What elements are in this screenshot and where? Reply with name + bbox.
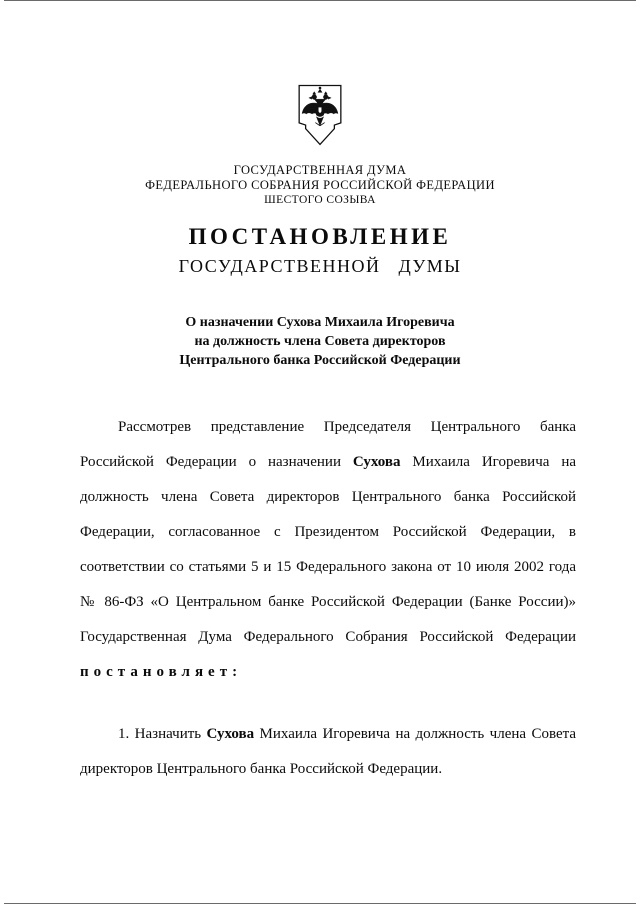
preamble-text: Рассмотрев представление Председателя Центрального банка Российской Федерации о назначении	[80, 419, 576, 470]
convocation: ШЕСТОГО СОЗЫВА	[264, 194, 376, 206]
document-title: ПОСТАНОВЛЕНИЕ	[188, 224, 452, 249]
preamble-text-continued: Михаила Игоревича на должность члена Совета директоров Центрального банка Российской Федерации, согласованное с Президентом Российской Федерации, в соответствии со статьями 5 и 15 Федерального закона от 10 июля 2002 года № 86-ФЗ «О Центральном банке Российской Федерации (Банке России)» Государственная Дума Федерального Собрания Российской Федерации	[80, 454, 577, 645]
subject-line-1: О назначении Сухова Михаила Игоревича	[185, 315, 455, 330]
scan-artifact-bottom	[4, 903, 636, 904]
authority-name: ГОСУДАРСТВЕННАЯ ДУМА	[233, 163, 407, 177]
resolution-subject	[0, 313, 640, 370]
appointee-surname: Сухова	[206, 726, 255, 742]
subject-line-3: Центрального банка Российской Федерации	[179, 353, 461, 368]
document-body	[0, 410, 640, 787]
scan-artifact-top	[4, 0, 636, 1]
issuing-authority-header	[0, 163, 640, 208]
resolves-keyword: постановляет:	[80, 664, 243, 680]
appointee-surname: Сухова	[352, 454, 401, 470]
operative-paragraph	[80, 717, 576, 787]
document-subtitle: ГОСУДАРСТВЕННОЙ ДУМЫ	[178, 256, 462, 276]
operative-clause-start: 1. Назначить	[118, 726, 207, 742]
russia-coat-of-arms-icon	[297, 74, 343, 156]
preamble-paragraph	[80, 410, 576, 690]
subject-line-2: на должность члена Совета директоров	[194, 334, 446, 349]
operative-clause-end: Михаила Игоревича на должность члена Совета директоров Центрального банка Российской Федерации.	[80, 726, 576, 777]
authority-parent: ФЕДЕРАЛЬНОГО СОБРАНИЯ РОССИЙСКОЙ ФЕДЕРАЦИИ	[145, 178, 495, 192]
